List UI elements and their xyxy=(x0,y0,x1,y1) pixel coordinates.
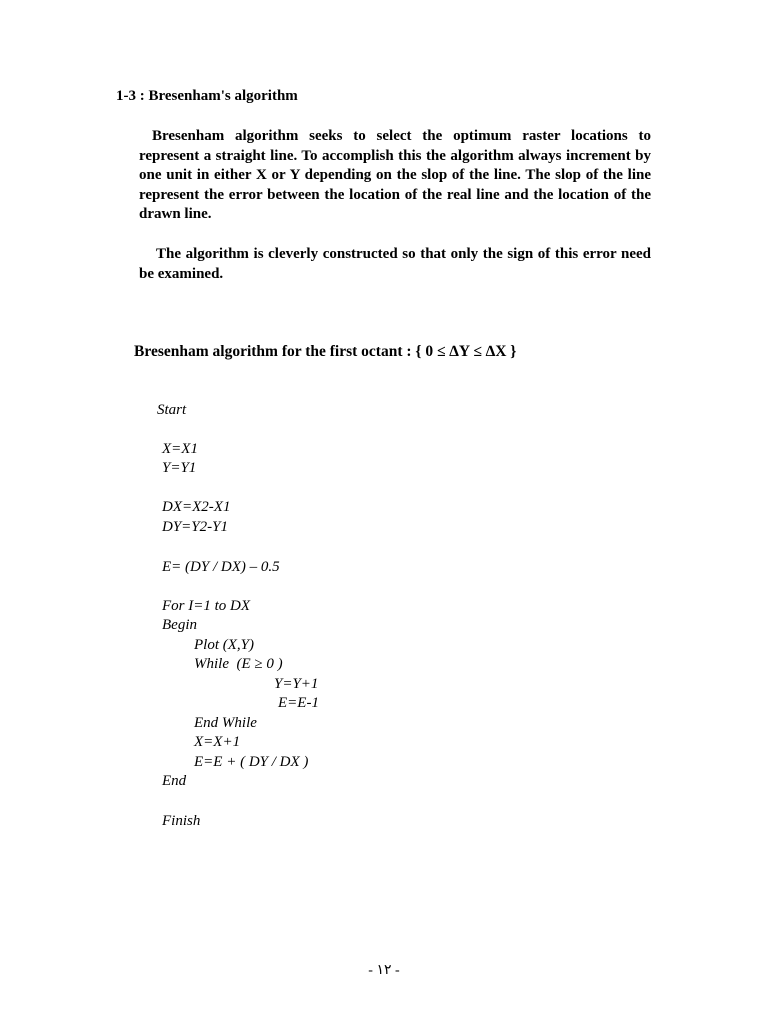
octant-title: Bresenham algorithm for the first octant : { 0 ≤ ∆Y ≤ ∆X } xyxy=(134,343,517,360)
code-y-init: Y=Y1 xyxy=(162,460,197,476)
code-y-increment: Y=Y+1 xyxy=(274,676,319,692)
code-x-init: X=X1 xyxy=(162,441,198,457)
code-begin: Begin xyxy=(162,617,197,633)
intro-paragraph: Bresenham algorithm seeks to select the optimum raster locations to represent a straight line. To accomplish this the algorithm always increment by one unit in either X or Y depending on the slop of the line. The slop of the line represent the error between the location of the real line and the location of the drawn line. xyxy=(139,128,651,222)
section-heading: 1-3 : Bresenham's algorithm xyxy=(116,88,298,104)
code-e-init: E= (DY / DX) – 0.5 xyxy=(162,559,280,575)
code-e-decrement: E=E-1 xyxy=(278,695,319,711)
code-dx: DX=X2-X1 xyxy=(162,499,231,515)
code-end-while: End While xyxy=(194,715,257,731)
code-for-loop: For I=1 to DX xyxy=(162,598,251,614)
code-x-increment: X=X+1 xyxy=(194,734,241,750)
code-end: End xyxy=(162,773,187,789)
sign-paragraph: The algorithm is cleverly constructed so that only the sign of this error need be examined. xyxy=(139,246,651,282)
code-e-update: E=E + ( DY / DX ) xyxy=(194,754,309,770)
code-start: Start xyxy=(157,402,187,418)
code-dy: DY=Y2-Y1 xyxy=(162,519,228,535)
page-number: - ١٢ - xyxy=(368,963,400,978)
code-finish: Finish xyxy=(162,813,201,829)
code-while: While (E ≥ 0 ) xyxy=(194,656,283,672)
code-plot: Plot (X,Y) xyxy=(194,637,254,653)
